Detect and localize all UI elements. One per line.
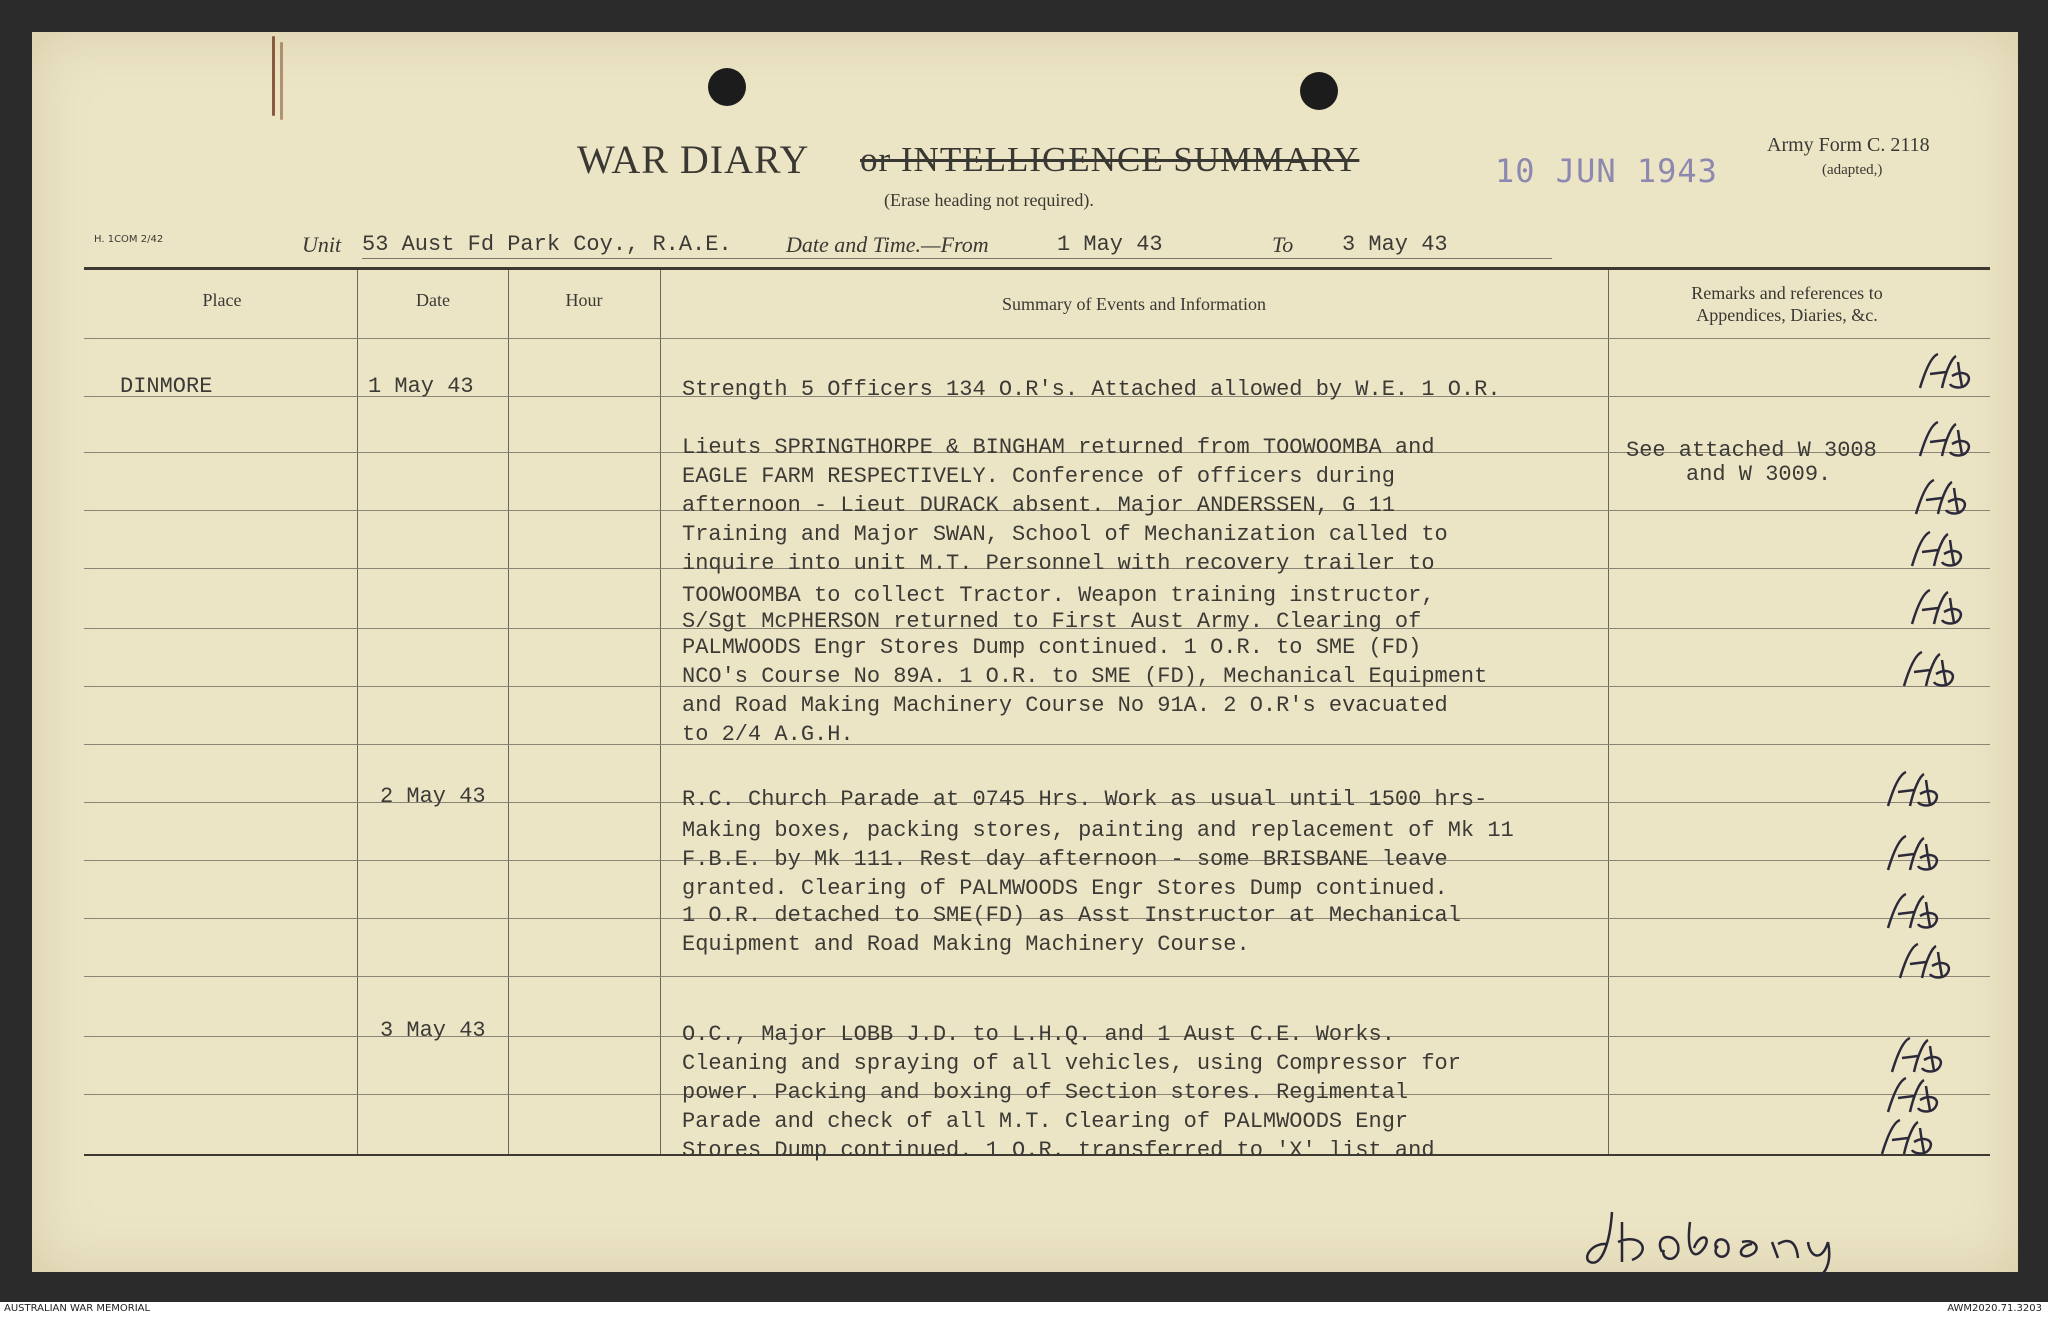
initials-mark <box>1880 888 1950 938</box>
punch-hole-right <box>1300 72 1338 110</box>
initials-mark <box>1904 526 1974 576</box>
signature <box>1582 1192 1882 1282</box>
table-top-border <box>84 267 1990 270</box>
summary-line: Stores Dump continued. 1 O.R. transferred to 'X' list and <box>682 1138 1435 1163</box>
remark-reference: and W 3009. <box>1686 462 1832 487</box>
summary-line: Training and Major SWAN, School of Mechanization called to <box>682 522 1448 547</box>
column-header-summary: Summary of Events and Information <box>1002 294 1266 314</box>
form-code: H. 1COM 2/42 <box>94 234 164 245</box>
summary-line: Parade and check of all M.T. Clearing of PALMWOODS Engr <box>682 1109 1409 1134</box>
unit-label: Unit <box>302 232 342 257</box>
page-title: WAR DIARY <box>577 137 810 182</box>
summary-line: and Road Making Machinery Course No 91A. 2 O.R's evacuated <box>682 693 1448 718</box>
erase-note: (Erase heading not required). <box>884 190 1094 210</box>
summary-line: Equipment and Road Making Machinery Course. <box>682 932 1250 957</box>
date-time-label: Date and Time.—From <box>786 232 989 257</box>
to-value: 3 May 43 <box>1342 232 1448 257</box>
summary-line: Lieuts SPRINGTHORPE & BINGHAM returned from TOOWOOMBA and <box>682 435 1435 460</box>
summary-line: Strength 5 Officers 134 O.R's. Attached allowed by W.E. 1 O.R. <box>682 377 1501 402</box>
summary-line: Cleaning and spraying of all vehicles, using Compressor for <box>682 1051 1461 1076</box>
army-form-label: Army Form C. 2118 <box>1767 134 1930 156</box>
summary-line: F.B.E. by Mk 111. Rest day afternoon - some BRISBANE leave <box>682 847 1448 872</box>
initials-mark <box>1896 646 1966 696</box>
summary-line: to 2/4 A.G.H. <box>682 722 854 747</box>
column-header-place: Place <box>202 290 242 310</box>
ruled-line <box>84 744 1990 745</box>
summary-line: afternoon - Lieut DURACK absent. Major ANDERSSEN, G 11 <box>682 493 1395 518</box>
summary-line: EAGLE FARM RESPECTIVELY. Conference of officers during <box>682 464 1395 489</box>
initials-mark <box>1912 416 1982 466</box>
ruled-line <box>84 976 1990 977</box>
footer-accession-number: AWM2020.71.3203 <box>1947 1303 2042 1314</box>
initials-mark <box>1912 348 1982 398</box>
initials-mark <box>1874 1114 1944 1164</box>
column-header-date: Date <box>416 290 450 310</box>
column-divider <box>357 270 358 1154</box>
to-label: To <box>1272 232 1294 257</box>
summary-line: S/Sgt McPHERSON returned to First Aust Army. Clearing of <box>682 609 1422 634</box>
summary-line: 1 O.R. detached to SME(FD) as Asst Instructor at Mechanical <box>682 903 1461 928</box>
summary-line: NCO's Course No 89A. 1 O.R. to SME (FD), Mechanical Equipment <box>682 664 1488 689</box>
initials-mark <box>1908 474 1978 524</box>
initials-mark <box>1904 584 1974 634</box>
column-divider <box>660 270 661 1154</box>
entry-place: DINMORE <box>120 374 213 399</box>
summary-line: Making boxes, packing stores, painting and replacement of Mk 11 <box>682 818 1514 843</box>
initials-mark <box>1880 830 1950 880</box>
footer-archive-name: AUSTRALIAN WAR MEMORIAL <box>4 1303 151 1314</box>
entry-date: 1 May 43 <box>368 374 474 399</box>
summary-line: O.C., Major LOBB J.D. to L.H.Q. and 1 Aust C.E. Works. <box>682 1022 1395 1047</box>
entry-date: 3 May 43 <box>380 1018 486 1043</box>
punch-hole-left <box>708 68 746 106</box>
column-header-hour: Hour <box>565 290 603 310</box>
summary-line: inquire into unit M.T. Personnel with recovery trailer to <box>682 551 1435 576</box>
diary-page <box>32 32 2018 1272</box>
entry-date: 2 May 43 <box>380 784 486 809</box>
unit-value: 53 Aust Fd Park Coy., R.A.E. <box>362 232 732 257</box>
adapted-label: (adapted,) <box>1822 162 1883 178</box>
column-divider <box>1608 270 1609 1154</box>
summary-line: TOOWOOMBA to collect Tractor. Weapon training instructor, <box>682 583 1435 608</box>
header-bottom-rule <box>84 338 1990 339</box>
from-value: 1 May 43 <box>1057 232 1163 257</box>
unit-underline <box>362 258 1552 259</box>
initials-mark <box>1880 766 1950 816</box>
summary-line: granted. Clearing of PALMWOODS Engr Stores Dump continued. <box>682 876 1448 901</box>
summary-line: R.C. Church Parade at 0745 Hrs. Work as usual until 1500 hrs- <box>682 787 1488 812</box>
summary-line: power. Packing and boxing of Section stores. Regimental <box>682 1080 1409 1105</box>
summary-line: PALMWOODS Engr Stores Dump continued. 1 O.R. to SME (FD) <box>682 635 1422 660</box>
remark-reference: See attached W 3008 <box>1626 438 1877 463</box>
staple-mark <box>280 42 283 120</box>
column-header-remarks: Remarks and references to Appendices, Diaries, &c. <box>1691 283 1883 325</box>
date-stamp: 10 JUN 1943 <box>1495 152 1718 190</box>
struck-heading: or INTELLIGENCE SUMMARY <box>860 140 1360 179</box>
column-divider <box>508 270 509 1154</box>
initials-mark <box>1892 938 1962 988</box>
staple-mark <box>272 36 275 116</box>
archive-footer <box>0 1302 2048 1317</box>
